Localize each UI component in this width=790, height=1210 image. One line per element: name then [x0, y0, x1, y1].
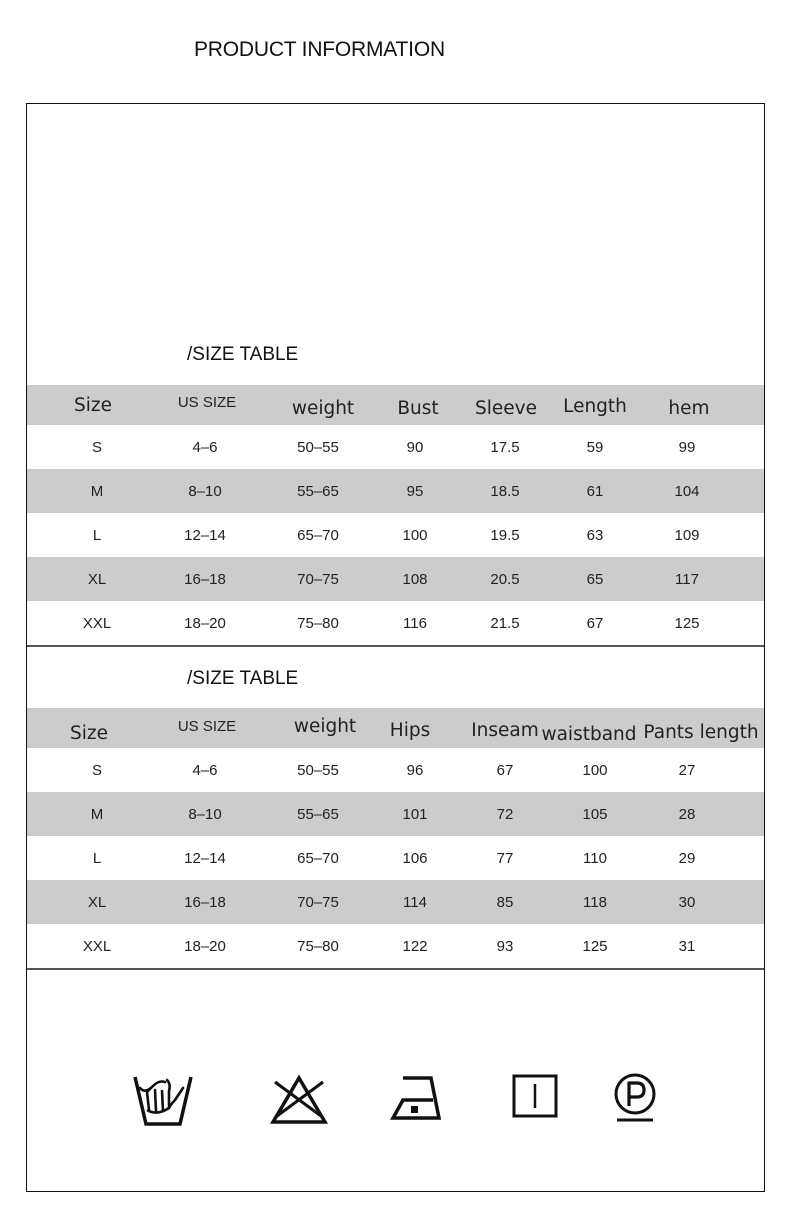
us-size-cell: 8–10	[188, 482, 222, 500]
dry-clean-p-icon	[613, 1072, 659, 1124]
length-cell: 67	[586, 614, 604, 632]
hem-cell: 99	[678, 438, 696, 456]
product-info-frame	[26, 103, 765, 1192]
bust-cell: 100	[402, 526, 428, 544]
do-not-bleach-icon	[269, 1074, 329, 1126]
size-cell: M	[90, 482, 104, 500]
column-header: Size	[74, 394, 112, 416]
column-header: waistband	[541, 723, 637, 745]
inseam-cell: 72	[496, 805, 514, 823]
size-cell: S	[91, 761, 102, 779]
column-header: weight	[291, 397, 355, 419]
section-divider	[27, 968, 764, 970]
table-row	[27, 836, 764, 880]
column-header: Sleeve	[475, 397, 537, 419]
bust-cell: 116	[403, 614, 427, 632]
pants-length-cell: 31	[678, 937, 696, 955]
column-header: Bust	[397, 397, 439, 419]
column-header: Pants length	[643, 721, 759, 743]
weight-cell: 75–80	[297, 614, 339, 632]
bust-cell: 90	[406, 438, 424, 456]
size-cell: M	[90, 805, 104, 823]
bust-cell: 95	[406, 482, 424, 500]
iron-low-heat-icon	[389, 1074, 445, 1122]
section-divider	[27, 645, 764, 647]
size-cell: L	[92, 526, 102, 544]
weight-cell: 70–75	[297, 893, 339, 911]
table-header-row	[27, 385, 764, 425]
waistband-cell: 105	[582, 805, 608, 823]
pants-length-cell: 28	[678, 805, 696, 823]
waistband-cell: 118	[583, 893, 607, 911]
column-header: US SIZE	[177, 393, 237, 411]
size-cell: XXL	[82, 614, 112, 632]
table-row	[27, 469, 764, 513]
sleeve-cell: 18.5	[490, 482, 520, 500]
tops-size-table	[27, 385, 764, 645]
size-cell: L	[92, 849, 102, 867]
page-title: PRODUCT INFORMATION	[194, 38, 445, 61]
table-row	[27, 557, 764, 601]
pants-length-cell: 29	[678, 849, 696, 867]
us-size-cell: 4–6	[192, 761, 218, 779]
waistband-cell: 100	[582, 761, 608, 779]
length-cell: 63	[586, 526, 604, 544]
sleeve-cell: 21.5	[490, 614, 520, 632]
weight-cell: 55–65	[297, 805, 339, 823]
table-header-row	[27, 708, 764, 748]
column-header: Size	[70, 722, 108, 744]
inseam-cell: 67	[496, 761, 514, 779]
us-size-cell: 18–20	[184, 937, 226, 955]
weight-cell: 65–70	[297, 526, 339, 544]
pants-size-table	[27, 708, 764, 968]
hips-cell: 114	[403, 893, 427, 911]
us-size-cell: 12–14	[184, 849, 226, 867]
inseam-cell: 85	[496, 893, 514, 911]
sleeve-cell: 17.5	[490, 438, 520, 456]
column-header: Length	[563, 395, 627, 417]
size-cell: XXL	[82, 937, 112, 955]
us-size-cell: 18–20	[184, 614, 226, 632]
table-row	[27, 748, 764, 792]
weight-cell: 50–55	[297, 438, 339, 456]
column-header: weight	[293, 715, 357, 737]
weight-cell: 50–55	[297, 761, 339, 779]
hem-cell: 109	[674, 526, 700, 544]
inseam-cell: 77	[496, 849, 514, 867]
sleeve-cell: 20.5	[490, 570, 520, 588]
tops-size-table-heading: /SIZE TABLE	[187, 344, 299, 365]
column-header: Hips	[389, 719, 431, 741]
table-row	[27, 425, 764, 469]
hem-cell: 117	[675, 570, 699, 588]
waistband-cell: 125	[582, 937, 608, 955]
us-size-cell: 16–18	[184, 893, 226, 911]
pants-length-cell: 27	[678, 761, 696, 779]
hips-cell: 101	[402, 805, 428, 823]
pants-length-cell: 30	[678, 893, 696, 911]
column-header: US SIZE	[177, 717, 237, 735]
table-row	[27, 924, 764, 968]
us-size-cell: 12–14	[184, 526, 226, 544]
hem-cell: 104	[674, 482, 700, 500]
weight-cell: 65–70	[297, 849, 339, 867]
us-size-cell: 8–10	[188, 805, 222, 823]
waistband-cell: 110	[583, 849, 607, 867]
hips-cell: 106	[402, 849, 428, 867]
column-header: hem	[668, 397, 710, 419]
inseam-cell: 93	[496, 937, 514, 955]
us-size-cell: 4–6	[192, 438, 218, 456]
column-header: Inseam	[471, 719, 539, 741]
hips-cell: 96	[406, 761, 424, 779]
bust-cell: 108	[402, 570, 428, 588]
hem-cell: 125	[674, 614, 700, 632]
length-cell: 59	[586, 438, 604, 456]
table-row	[27, 601, 764, 645]
sleeve-cell: 19.5	[490, 526, 520, 544]
hips-cell: 122	[402, 937, 428, 955]
table-row	[27, 513, 764, 557]
size-cell: XL	[87, 893, 107, 911]
size-cell: S	[91, 438, 102, 456]
weight-cell: 55–65	[297, 482, 339, 500]
size-cell: XL	[87, 570, 107, 588]
hand-wash-icon	[131, 1074, 195, 1128]
weight-cell: 75–80	[297, 937, 339, 955]
length-cell: 65	[586, 570, 604, 588]
length-cell: 61	[586, 482, 604, 500]
pants-size-table-heading: /SIZE TABLE	[187, 668, 299, 689]
table-row	[27, 792, 764, 836]
line-dry-icon	[512, 1074, 558, 1118]
us-size-cell: 16–18	[184, 570, 226, 588]
weight-cell: 70–75	[297, 570, 339, 588]
table-row	[27, 880, 764, 924]
